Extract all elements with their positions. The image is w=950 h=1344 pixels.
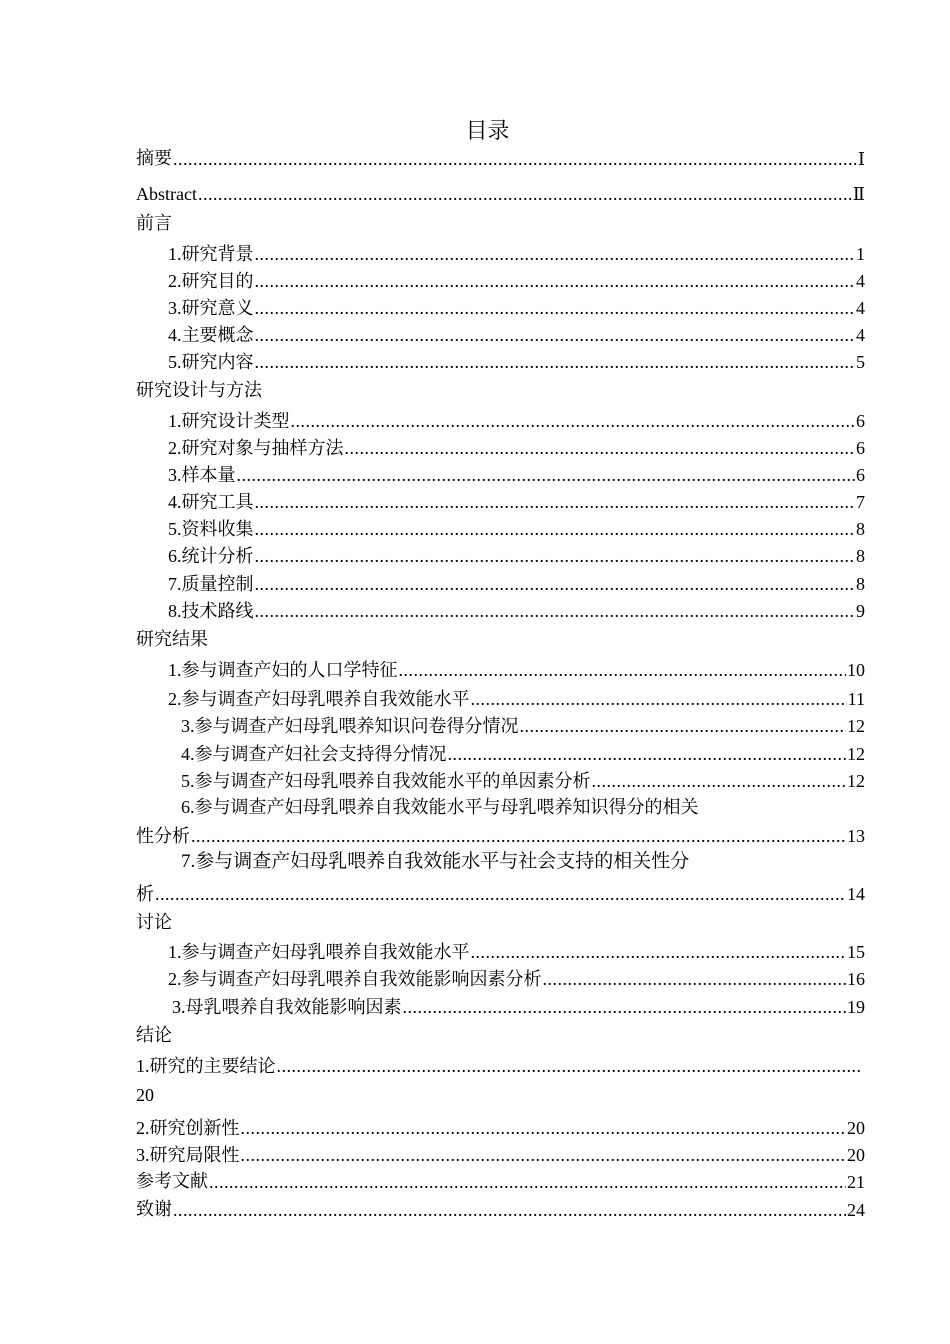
leader-dots <box>255 243 856 265</box>
toc-page: 12 <box>847 716 865 736</box>
leader-dots <box>471 688 847 710</box>
leader-dots <box>255 573 856 595</box>
toc-page: 6 <box>856 438 865 458</box>
toc-entry-references[interactable] <box>136 1169 865 1193</box>
toc-entry[interactable] <box>168 408 865 432</box>
leader-dots <box>255 518 856 540</box>
toc-page: 16 <box>847 969 865 989</box>
toc-page: 14 <box>847 884 865 904</box>
section-heading-preface: 前言 <box>136 213 172 234</box>
toc-entry[interactable] <box>172 994 865 1018</box>
toc-label: 4.主要概念 <box>168 325 254 345</box>
toc-entry-wrapped-line[interactable]: 7.参与调查产妇母乳喂养自我效能水平与社会支持的相关性分 <box>181 851 690 872</box>
toc-page-wrapped: 20 <box>136 1085 154 1105</box>
toc-entry[interactable] <box>168 268 865 292</box>
toc-entry[interactable] <box>168 939 865 963</box>
toc-label: 摘要 <box>136 148 172 169</box>
leader-dots <box>448 743 847 765</box>
toc-label: 析 <box>136 884 154 904</box>
leader-dots <box>255 600 856 622</box>
leader-dots <box>241 1144 847 1166</box>
toc-page: 20 <box>847 1145 865 1165</box>
leader-dots <box>173 148 857 170</box>
leader-dots <box>209 1171 846 1193</box>
toc-label: 2.研究目的 <box>168 271 254 291</box>
toc-entry[interactable] <box>168 571 865 595</box>
toc-entry[interactable] <box>136 823 865 847</box>
toc-label: 4.研究工具 <box>168 492 254 512</box>
leader-dots <box>399 659 847 681</box>
toc-entry[interactable] <box>168 543 865 567</box>
leader-dots <box>255 324 856 346</box>
toc-entry[interactable] <box>136 1142 865 1166</box>
leader-dots <box>173 1199 846 1221</box>
toc-label: 5.资料收集 <box>168 519 254 539</box>
toc-page: 21 <box>847 1172 865 1192</box>
toc-page: 7 <box>856 492 865 512</box>
toc-label: 5.研究内容 <box>168 352 254 372</box>
toc-page: 10 <box>847 660 865 680</box>
leader-dots <box>191 825 846 847</box>
leader-dots <box>241 1117 847 1139</box>
toc-label: 6.统计分析 <box>168 546 254 566</box>
toc-label: 1.研究背景 <box>168 244 254 264</box>
toc-page: 8 <box>856 519 865 539</box>
toc-label: 2.参与调查产妇母乳喂养自我效能影响因素分析 <box>168 969 542 989</box>
toc-label: 1.研究的主要结论 <box>136 1056 276 1076</box>
toc-page: 1 <box>856 244 865 264</box>
toc-entry[interactable] <box>168 657 865 681</box>
toc-page: 20 <box>847 1118 865 1138</box>
toc-label: 8.技术路线 <box>168 601 254 621</box>
leader-dots <box>255 545 856 567</box>
leader-dots <box>255 270 856 292</box>
leader-dots <box>237 464 856 486</box>
toc-entry[interactable] <box>168 462 865 486</box>
toc-label: 7.质量控制 <box>168 574 254 594</box>
toc-label: 参考文献 <box>136 1171 208 1192</box>
toc-entry[interactable] <box>136 881 865 905</box>
leader-dots <box>155 883 846 905</box>
toc-label: 5.参与调查产妇母乳喂养自我效能水平的单因素分析 <box>181 771 591 791</box>
toc-entry-abstract-cn[interactable] <box>136 146 865 170</box>
leader-dots <box>255 491 856 513</box>
leader-dots <box>291 410 856 432</box>
toc-entry[interactable] <box>168 349 865 373</box>
toc-page: 4 <box>856 298 865 318</box>
toc-entry[interactable] <box>168 598 865 622</box>
toc-entry-acknowledgements[interactable] <box>136 1197 865 1221</box>
toc-page: 8 <box>856 546 865 566</box>
toc-page: 13 <box>847 826 865 846</box>
toc-page: 9 <box>856 601 865 621</box>
toc-page: 6 <box>856 411 865 431</box>
toc-entry-wrapped-line[interactable]: 6.参与调查产妇母乳喂养自我效能水平与母乳喂养知识得分的相关 <box>181 797 699 817</box>
toc-label: 致谢 <box>136 1199 172 1220</box>
toc-page: 11 <box>847 689 865 709</box>
toc-page: 4 <box>856 271 865 291</box>
leader-dots <box>520 715 847 737</box>
leader-dots <box>403 996 847 1018</box>
page-title: 目录 <box>465 119 510 144</box>
leader-dots <box>592 770 847 792</box>
toc-entry[interactable] <box>168 295 865 319</box>
leader-dots <box>198 183 852 205</box>
toc-page: 19 <box>847 997 865 1017</box>
toc-entry[interactable] <box>181 741 865 765</box>
toc-label: 1.参与调查产妇母乳喂养自我效能水平 <box>168 942 470 962</box>
toc-label: 3.研究意义 <box>168 298 254 318</box>
toc-page: 12 <box>847 771 865 791</box>
toc-label: Abstract <box>136 184 197 204</box>
toc-label: 1.研究设计类型 <box>168 411 290 431</box>
section-heading-results: 研究结果 <box>136 629 208 650</box>
leader-dots <box>255 351 856 373</box>
section-heading-conclusion: 结论 <box>136 1025 172 1046</box>
toc-label: 4.参与调查产妇社会支持得分情况 <box>181 744 447 764</box>
leader-dots <box>543 968 847 990</box>
toc-page: 5 <box>856 352 865 372</box>
toc-label: 2.参与调查产妇母乳喂养自我效能水平 <box>168 689 470 709</box>
toc-page: Ⅱ <box>852 184 865 204</box>
section-heading-design: 研究设计与方法 <box>136 380 262 401</box>
toc-page: 6 <box>856 465 865 485</box>
toc-entry[interactable] <box>181 713 865 737</box>
toc-page: 15 <box>847 942 865 962</box>
toc-label: 3.研究局限性 <box>136 1145 240 1165</box>
toc-label: 2.研究对象与抽样方法 <box>168 438 344 458</box>
toc-page: Ⅰ <box>857 149 865 169</box>
toc-label: 2.研究创新性 <box>136 1118 240 1138</box>
toc-label: 1.参与调查产妇的人口学特征 <box>168 660 398 680</box>
toc-entry[interactable] <box>168 686 865 710</box>
toc-page: 4 <box>856 325 865 345</box>
toc-entry[interactable] <box>168 966 865 990</box>
toc-label: 3.样本量 <box>168 465 236 485</box>
toc-entry[interactable] <box>181 768 865 792</box>
toc-entry[interactable] <box>168 516 865 540</box>
leader-dots <box>277 1055 863 1077</box>
toc-page: 8 <box>856 574 865 594</box>
toc-entry[interactable] <box>168 322 865 346</box>
toc-entry[interactable] <box>168 241 865 265</box>
leader-dots <box>345 437 856 459</box>
toc-page: 12 <box>847 744 865 764</box>
toc-entry[interactable] <box>168 435 865 459</box>
leader-dots <box>255 297 856 319</box>
toc-label: 3.参与调查产妇母乳喂养知识问卷得分情况 <box>181 716 519 736</box>
toc-label: 性分析 <box>136 826 190 846</box>
section-heading-discussion: 讨论 <box>136 912 172 933</box>
toc-label: 3.母乳喂养自我效能影响因素 <box>172 997 402 1017</box>
leader-dots <box>471 941 847 963</box>
toc-entry-abstract-en[interactable] <box>136 181 865 205</box>
toc-entry[interactable] <box>168 489 865 513</box>
toc-page: 24 <box>847 1200 865 1220</box>
toc-entry-wrapped[interactable] <box>136 1053 863 1077</box>
toc-entry[interactable] <box>136 1115 865 1139</box>
